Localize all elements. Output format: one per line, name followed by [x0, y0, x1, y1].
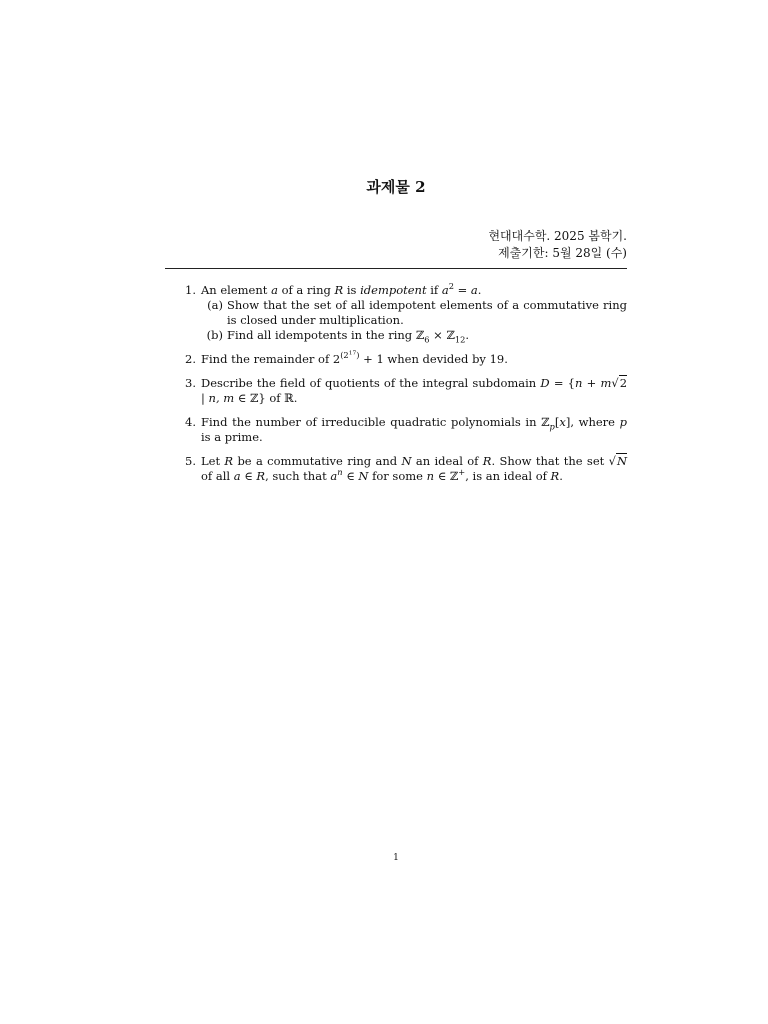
text-run: of all [201, 469, 234, 483]
math-operator: = [453, 283, 471, 297]
math-var: R [482, 454, 492, 468]
math-operator: × [429, 328, 447, 342]
document-page [165, 0, 627, 1024]
problem-text [201, 283, 627, 298]
problem-5 [165, 454, 627, 484]
subproblem-label: (a) [207, 298, 223, 312]
math-var: D [540, 376, 550, 390]
math-var: R [550, 469, 560, 483]
problem-number: 3. [185, 376, 196, 390]
math-var: a [441, 283, 449, 297]
header-divider [165, 268, 627, 269]
subproblem-a [201, 298, 627, 328]
course-line: 현대대수학. 2025 봄학기. [488, 229, 627, 243]
math-var: p [549, 421, 555, 432]
text-run: + 1 when devided by 19. [359, 352, 508, 366]
problem-body [201, 283, 627, 343]
text-run: for some [368, 469, 427, 483]
math-var: n [337, 467, 343, 478]
subproblem-text [227, 328, 627, 343]
math-var: a [330, 469, 338, 483]
math-subscript: 6 [424, 334, 430, 345]
text-run: Let [201, 454, 225, 468]
math-var: n [575, 376, 583, 390]
text-run: ∈ ℤ [434, 469, 459, 483]
page-number: 1 [393, 853, 399, 863]
problem-text [201, 415, 627, 445]
problem-2 [165, 349, 627, 367]
math-var: a [233, 469, 241, 483]
math-var: a [271, 283, 278, 297]
sqrt-radicand: N [616, 454, 627, 468]
text-run: Find the remainder of 2 [201, 352, 341, 366]
text-run: [ [554, 415, 560, 429]
text-run: be a commutative ring and [233, 454, 402, 468]
problem-text [201, 349, 627, 367]
text-run: ) [356, 350, 360, 361]
sqrt-radicand: 2 [619, 376, 628, 390]
math-symbol: ℤ [446, 328, 455, 342]
text-run: . [559, 469, 563, 483]
problem-number: 2. [185, 352, 196, 366]
math-var: x [559, 415, 566, 429]
problem-number: 1. [185, 283, 196, 297]
text-run: Find all idempotents in the ring [227, 328, 416, 342]
math-operator: ∈ [240, 469, 257, 483]
text-run: . [477, 283, 482, 297]
text-run: ], where [565, 415, 620, 429]
subproblem-b [201, 328, 627, 343]
text-run: is [343, 283, 361, 297]
math-operator: = { [549, 376, 575, 390]
math-var: p [619, 415, 628, 429]
sqrt-symbol: √ [611, 376, 619, 390]
text-run: of a ring [277, 283, 335, 297]
math-exponent: 2 [448, 281, 454, 292]
text-run: ∈ ℤ} of ℝ. [234, 391, 298, 405]
math-exponent: + [458, 467, 466, 478]
text-run: . [465, 328, 470, 342]
math-exponent: 17 [348, 349, 357, 357]
text-run: Find the number of irreducible quadratic polynomials in [201, 415, 542, 429]
problem-number: 4. [185, 415, 196, 429]
math-symbol: ℤ [415, 328, 425, 342]
emphasis-term: idempotent [360, 283, 427, 297]
text-run: if [426, 283, 442, 297]
sqrt-symbol: √ [608, 454, 616, 468]
math-operator: | [201, 391, 209, 405]
text-run: (2 [340, 350, 349, 361]
document-title: 과제물 2 [366, 178, 426, 196]
course-info [488, 228, 627, 262]
text-run: , is an ideal of [465, 469, 551, 483]
math-var: a [470, 283, 478, 297]
problem-1 [165, 283, 627, 343]
math-operator: ∈ [342, 469, 359, 483]
math-var: m [600, 376, 612, 390]
subproblem-text: Show that the set of all idempotent elements of a commutative ring is closed under multiplication. [227, 298, 627, 327]
math-operator: + [582, 376, 601, 390]
math-var: N [401, 454, 412, 468]
math-exponent [340, 350, 359, 360]
text-run: An element [201, 283, 272, 297]
math-var: n, m [208, 391, 235, 405]
math-var: N [358, 469, 369, 483]
text-run: an ideal of [411, 454, 483, 468]
math-symbol: ℤ [541, 415, 550, 429]
problem-text [201, 454, 627, 484]
text-run: is a prime. [201, 430, 263, 444]
deadline-line: 제출기한: 5월 28일 (수) [498, 246, 627, 260]
text-run: , such that [265, 469, 331, 483]
problem-text [201, 376, 627, 406]
problem-list [165, 283, 627, 493]
problem-number: 5. [185, 454, 196, 468]
text-run: . Show that the set [491, 454, 609, 468]
problem-4 [165, 415, 627, 445]
math-var: n [426, 469, 435, 483]
math-subscript: 12 [454, 334, 466, 345]
problem-3 [165, 376, 627, 406]
math-var: R [334, 283, 344, 297]
subproblem-label: (b) [206, 328, 223, 342]
math-var: R [256, 469, 266, 483]
text-run: Describe the field of quotients of the integral subdomain [201, 376, 541, 390]
math-var: R [224, 454, 234, 468]
